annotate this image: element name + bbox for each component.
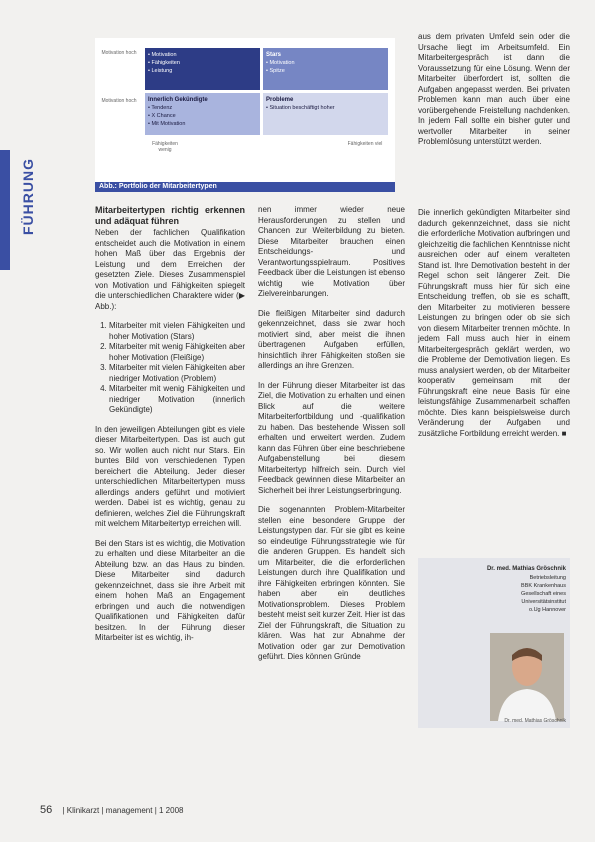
footer-separator: |: [62, 806, 65, 815]
author-box: [418, 558, 570, 728]
paragraph: Bei den Stars ist es wichtig, die Motivation zu erhalten und diese Mitarbeiter an die Abteilung bzw. an das Haus zu binden. Diese Mitarbeiter sind dadurch gekennzeichnet, dass sie ihre Arbeit mit einem hohen Maß an Engagement erbringen und auch die notwendigen Qualifikationen und Fähigkeiten dafür besitzen. In der Führung dieser Mitarbeiter ist es wichtig, ih-: [95, 538, 245, 642]
text-column-1: [95, 205, 245, 653]
paragraph: nen immer wieder neue Herausforderungen zu stellen und Chancen zur Weiterbildung zu bieten. Diese Mitarbeiter brauchen einen Entscheidungs- und Verantwortungsspielraum. Positives Feedback über die Leistungen ist ebenso wichtig wie Motivation über Zielvereinbarungen.: [258, 205, 405, 298]
y-axis-high-label: Motivation hoch: [101, 50, 137, 56]
quadrant-title: Stars: [266, 52, 282, 58]
author-role-line: BBK Krankenhaus: [521, 583, 566, 589]
x-axis-low-label: Fähigkeiten wenig: [152, 141, 178, 153]
quadrant-title: Innerlich Gekündigte: [148, 97, 208, 103]
quadrant-item: • Leistung: [148, 68, 173, 74]
y-axis-low-label: Motivation hoch: [101, 98, 137, 104]
portfolio-figure: [95, 38, 395, 191]
paragraph: In den jeweiligen Abteilungen gibt es viele dieser Mitarbeitertypen. Das ist auch gut so. Wir wollen auch nicht nur Stars. Ein buntes Bild von verschiedenen Typen bereichert die Abteilung. Jeder dieser unterschiedlichen Mitarbeitertypen muss allerdings anders geführt und motiviert werden. Dabei ist es wichtig, genau zu definieren, welches Ziel die Führungskraft mit welchem Mitarbeitertyp erreichen will.: [95, 424, 245, 528]
section-label: FÜHRUNG: [20, 158, 36, 235]
list-item: 2. Mitarbeiter mit wenig Fähigkeiten aber hoher Motivation (Fleißige): [109, 342, 245, 363]
paragraph: Die innerlich gekündigten Mitarbeiter sind dadurch gekennzeichnet, dass sie nicht die erforderliche Motivation aufbringen und gleichzeitig die fachlichen Kenntnisse nicht ausreichen oder auf einem veralteten Stand ist. Ihre Demotivation besteht in der Regel schon seit längerer Zeit. Die Führungskraft muss hier für sich eine Entscheidung treffen, ob sie es schafft, den Mitarbeiter zu motivieren bessere Leistungen zu bringen oder ob sie sich von diesem Mitarbeiter trennen möchte. In jedem Fall muss auch hier in einem Mitarbeitergespräch geklärt werden, wo die Probleme der Demotivation liegen. Es muss analysiert werden, ob der Mitarbeiter kooperativ gemeinsam mit der Führungskraft eine neue Basis für eine leistungsfähige Zusammenarbeit schaffen möchte. Dies kann beispielsweise durch Veränderung der Aufgaben und zusätzliche Fortbildung erreicht werden. ■: [418, 208, 570, 438]
list-item: 4. Mitarbeiter mit wenig Fähigkeiten und niedriger Motivation (innerlich Gekündigte): [109, 384, 245, 416]
journal-name: Klinikarzt | management | 1 2008: [66, 806, 184, 815]
quadrant-top-right: [263, 48, 388, 90]
quadrant-item: • Motivation: [266, 60, 295, 66]
text-column-2: [258, 205, 405, 672]
article-heading: Mitarbeitertypen richtig erkennen und adäquat führen: [95, 205, 245, 226]
quadrant-item: • Situation beschäftigt hoher: [266, 105, 335, 111]
author-role-line: Gesellschaft eines: [521, 591, 566, 597]
quadrant-item: • Tendenz: [148, 105, 173, 111]
list-item: 3. Mitarbeiter mit vielen Fähigkeiten aber niedriger Motivation (Problem): [109, 363, 245, 384]
page-footer: [40, 804, 183, 816]
x-axis-high-label: Fähigkeiten viel: [347, 141, 383, 147]
quadrant-item: • Fähigkeiten: [148, 60, 180, 66]
quadrant-bottom-right: [263, 93, 388, 135]
quadrant-top-left: [145, 48, 260, 90]
figure-caption: Abb.: Portfolio der Mitarbeitertypen: [95, 182, 395, 192]
section-color-strip: [0, 150, 10, 270]
author-role-line: Universitätsinstitut: [521, 599, 566, 605]
quadrant-title: Probleme: [266, 97, 294, 103]
quadrant-item: • Mit Motivation: [148, 121, 186, 127]
text-column-3-top: [418, 32, 570, 157]
photo-caption: Dr. med. Mathias Gröschnik: [504, 718, 566, 724]
paragraph: Die fleißigen Mitarbeiter sind dadurch gekennzeichnet, dass sie zwar hoch motiviert sind, aber meist die ihnen übertragenen Aufgaben erfüllen, hinsichtlich ihrer Fähigkeiten stoßen sie allerdings an ihre Grenzen.: [258, 308, 405, 370]
author-photo: [490, 633, 564, 721]
type-list: [95, 321, 245, 416]
list-item: 1. Mitarbeiter mit vielen Fähigkeiten und hoher Motivation (Stars): [109, 321, 245, 342]
author-name: Dr. med. Mathias Gröschnik: [486, 566, 566, 572]
paragraph: aus dem privaten Umfeld sein oder die Ursache liegt im Arbeitsumfeld. Ein Mitarbeitergespräch ist dann die Voraussetzung für eine Lösung. Wenn der Mitarbeiter überfordert ist, sollten die Aufgaben angepasst werden. Bei privaten Problemen kann man auch über eine vorübergehende Freistellung nachdenken. In jedem Fall sollte ein bisher guter und wertvoller Mitarbeiter in seiner Problemlösung unterstützt werden.: [418, 32, 570, 146]
paragraph: Die sogenannten Problem-Mitarbeiter stellen eine besondere Gruppe der Leistungstypen dar. Für sie gibt es keine so eindeutige Führungsstrategie wie für die anderen Gruppen. Es handelt sich um Mitarbeiter, die die erforderlichen Leistungen durch ihre Qualifikation und ihre Fähigkeiten erbringen könnten. Sie haben aber ein deutliches Motivationsproblem. Dieses Problem besteht meist seit kurzer Zeit. Hier ist das Ziel der Führungskraft, die Situation zu klären. Was hat zur Abnahme der Motivation oder gar zur Demotivation geführt. Dies können Gründe: [258, 505, 405, 661]
text-column-3-bottom: [418, 208, 570, 448]
quadrant-item: • Motivation: [148, 52, 177, 58]
author-role-line: o.Ug Hannover: [529, 607, 566, 613]
person-icon: [490, 633, 564, 721]
quadrant-item: • X Chance: [148, 113, 176, 119]
quadrant-bottom-left: [145, 93, 260, 135]
paragraph: Neben der fachlichen Qualifikation entscheidet auch die Motivation in einem hohen Maß über das Ergebnis der Leistung und dem Erreichen der gesetzten Ziele. Dieses Zusammenspiel von Motivation und Fähigkeiten spiegelt die unterschiedlichen Charaktere wider (▶ Abb.):: [95, 228, 245, 311]
page-number: 56: [40, 804, 53, 816]
author-role-line: Betriebsleitung: [529, 575, 566, 581]
quadrant-item: • Spitze: [266, 68, 285, 74]
paragraph: In der Führung dieser Mitarbeiter ist das Ziel, die Motivation zu erhalten und einen Blick auf die weitere Mitarbeiterfortbildung und -qualifikation zu haben. Das bestehende Wissen soll erhalten und erweitert werden. Zudem kann das Führen über eine beschriebene Aufgabenstellung bei diesem Mitarbeitertyp hilfreich sein. Durch viel Feedback gewinnen diese Mitarbeiter an Sicherheit bei ihrer Leistungserbringung.: [258, 380, 405, 495]
